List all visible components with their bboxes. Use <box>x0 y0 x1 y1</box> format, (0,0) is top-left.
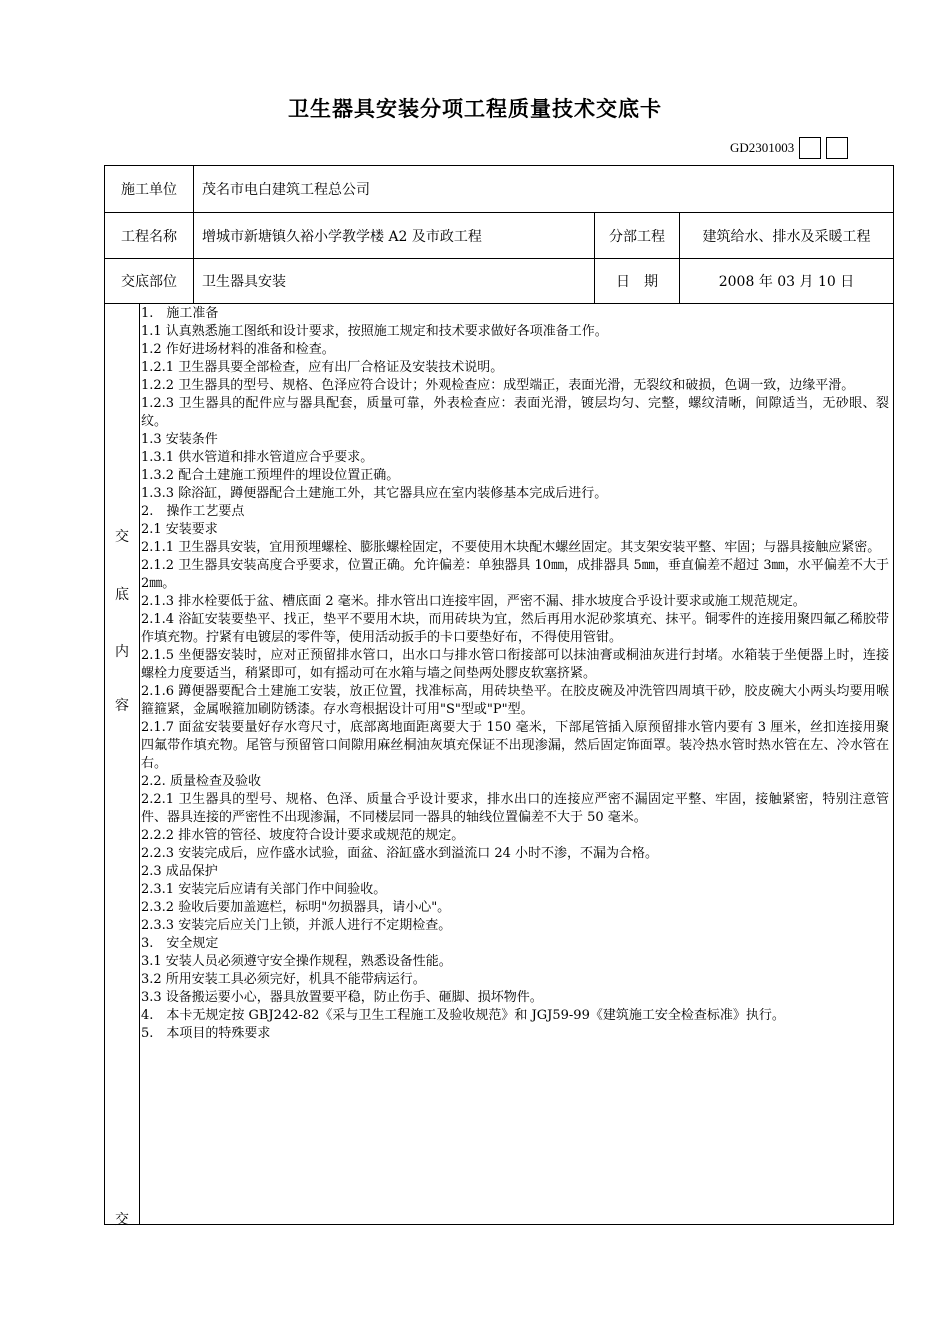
division-value: 建筑给水、排水及采暖工程 <box>702 228 871 245</box>
content-line: 2.3.1 安装完后应请有关部门作中间验收。 <box>141 882 387 897</box>
content-line: 2.1.1 卫生器具安装，宜用预埋螺栓、膨胀螺栓固定，不要使用木块配木螺丝固定。其支架安装平整、牢固；与器具接触应紧密。 <box>141 540 881 555</box>
content-line: 2.2. 质量检查及验收 <box>141 774 261 789</box>
content-line: 3.1 安装人员必须遵守安全操作规程，熟悉设备性能。 <box>141 954 452 969</box>
project-label: 工程名称 <box>121 228 177 245</box>
content-line: 2.1.5 坐便器安装时，应对正预留排水管口，出水口与排水管口衔接部可以抹油膏或桐油灰进行封堵。水箱装于坐便器上时，连接螺栓力度要适当，稍紧即可，如有摇动可在水箱与墙之间垫两处膠皮软塞挤紧。 <box>141 648 889 681</box>
date-label: 日 期 <box>616 274 658 290</box>
part-label: 交底部位 <box>121 274 177 290</box>
content-line: 2.3 成品保护 <box>141 864 218 879</box>
side-label-3: 内 <box>115 644 129 660</box>
row-part <box>105 259 893 304</box>
content-line: 2.1.3 排水栓要低于盆、槽底面 2 毫米。排水管出口连接牢固，严密不漏、排水坡度合乎设计要求或施工规范规定。 <box>141 594 806 609</box>
content-line: 1.3 安装条件 <box>141 432 218 447</box>
side-label-1: 交 <box>115 529 129 545</box>
unit-value: 茂名市电白建筑工程总公司 <box>202 182 370 198</box>
content-line: 3.2 所用安装工具必须完好，机具不能带病运行。 <box>141 972 426 987</box>
content-line: 2.1 安装要求 <box>141 522 218 537</box>
content-line: 2.2.2 排水管的管径、坡度符合设计要求或规范的规定。 <box>141 828 465 843</box>
project-value: 增城市新塘镇久裕小学教学楼 A2 及市政工程 <box>202 228 482 245</box>
content-line: 1.3.1 供水管道和排水管道应合乎要求。 <box>141 450 374 465</box>
code-box-1 <box>799 137 821 159</box>
unit-label: 施工单位 <box>121 182 177 198</box>
content-line: 3. 安全规定 <box>141 936 219 951</box>
content-line: 1.3.2 配合土建施工预埋件的埋设位置正确。 <box>141 468 400 483</box>
content-line: 1.1 认真熟悉施工图纸和设计要求，按照施工规定和技术要求做好各项准备工作。 <box>141 324 608 339</box>
content-line: 2.2.3 安装完成后，应作盛水试验，面盆、浴缸盛水到溢流口 24 小时不渗，不漏为合格。 <box>141 846 659 861</box>
content-line: 2.1.6 蹲便器要配合土建施工安装，放正位置，找准标高，用砖块垫平。在胶皮碗及冲洗管四周填干砂，胶皮碗大小两头均要用喉箍箍紧，金属喉箍加刷防锈漆。存水弯根据设计可用"S"型或"P"型。 <box>141 684 889 717</box>
form-code-text: GD2301003 <box>730 140 795 155</box>
disclosure-content <box>141 305 889 1043</box>
row-project <box>105 213 893 259</box>
content-line: 2. 操作工艺要点 <box>141 504 245 519</box>
disclosure-body <box>105 304 893 1228</box>
content-line: 2.1.2 卫生器具安装高度合乎要求，位置正确。允许偏差：单独器具 10㎜，成排器具 5㎜，垂直偏差不超过 3㎜，水平偏差不大于 2㎜。 <box>141 558 889 591</box>
form-code <box>730 136 848 160</box>
side-label-4: 容 <box>115 698 129 714</box>
part-value: 卫生器具安装 <box>202 274 286 290</box>
page-title: 卫生器具安装分项工程质量技术交底卡 <box>288 97 662 121</box>
side-label-2: 底 <box>115 587 129 603</box>
content-line: 2.3.3 安装完后应关门上锁，并派人进行不定期检查。 <box>141 918 452 933</box>
row-unit <box>105 166 893 213</box>
content-line: 2.2.1 卫生器具的型号、规格、色泽、质量合乎设计要求，排水出口的连接应严密不漏固定平整、牢固，接触紧密，特别注意管件、器具连接的严密性不出现渗漏，不同楼层同一器具的轴线位置偏差不大于 50 毫米。 <box>141 792 889 825</box>
content-line: 4. 本卡无规定按 GBJ242-82《采与卫生工程施工及验收规范》和 JGJ59-99《建筑施工安全检查标准》执行。 <box>141 1008 785 1023</box>
content-line: 1.2.2 卫生器具的型号、规格、色泽应符合设计；外观检查应：成型端正，表面光滑，无裂纹和破损，色调一致，边缘平滑。 <box>141 378 855 393</box>
content-line: 2.1.4 浴缸安装要垫平、找正，垫平不要用木块，而用砖块为宜，然后再用水泥砂浆填充、抹平。铜零件的连接用聚四氟乙稀胶带作填充物。拧紧有电镀层的零件等，使用活动扳手的卡口要垫好布，不得使用管钳。 <box>141 612 889 645</box>
content-line: 3.3 设备搬运要小心，器具放置要平稳，防止伤手、砸脚、损坏物件。 <box>141 990 543 1005</box>
content-line: 2.1.7 面盆安装要量好存水弯尺寸，底部离地面距离要大于 150 毫米，下部尾管插入原预留排水管内要有 3 厘米，丝扣连接用聚四氟带作填充物。尾管与预留管口间隙用麻丝桐油灰填充保证不出现渗漏，然后固定饰面罩。装冷热水管时热水管在左、冷水管在右。 <box>141 720 889 771</box>
side-label-column <box>105 304 140 1228</box>
content-line: 5. 本项目的特殊要求 <box>141 1026 271 1041</box>
code-box-2 <box>826 137 848 159</box>
content-line: 2.3.2 验收后要加盖遮栏，标明"勿损器具，请小心"。 <box>141 900 451 915</box>
content-line: 1.2.3 卫生器具的配件应与器具配套，质量可靠，外表检查应：表面光滑，镀层均匀、完整，螺纹清晰，间隙适当，无砂眼、裂纹。 <box>141 396 889 429</box>
disclosure-table <box>104 165 894 1228</box>
content-line: 1.2.1 卫生器具要全部检查，应有出厂合格证及安装技术说明。 <box>141 360 504 375</box>
content-line: 1.2 作好进场材料的准备和检查。 <box>141 342 335 357</box>
date-value: 2008 年 03 月 10 日 <box>718 274 855 290</box>
content-line: 1. 施工准备 <box>141 306 219 321</box>
content-line: 1.3.3 除浴缸，蹲便器配合土建施工外，其它器具应在室内装修基本完成后进行。 <box>141 486 608 501</box>
side-label-5: 交 <box>115 1212 129 1228</box>
division-label: 分部工程 <box>609 228 665 245</box>
